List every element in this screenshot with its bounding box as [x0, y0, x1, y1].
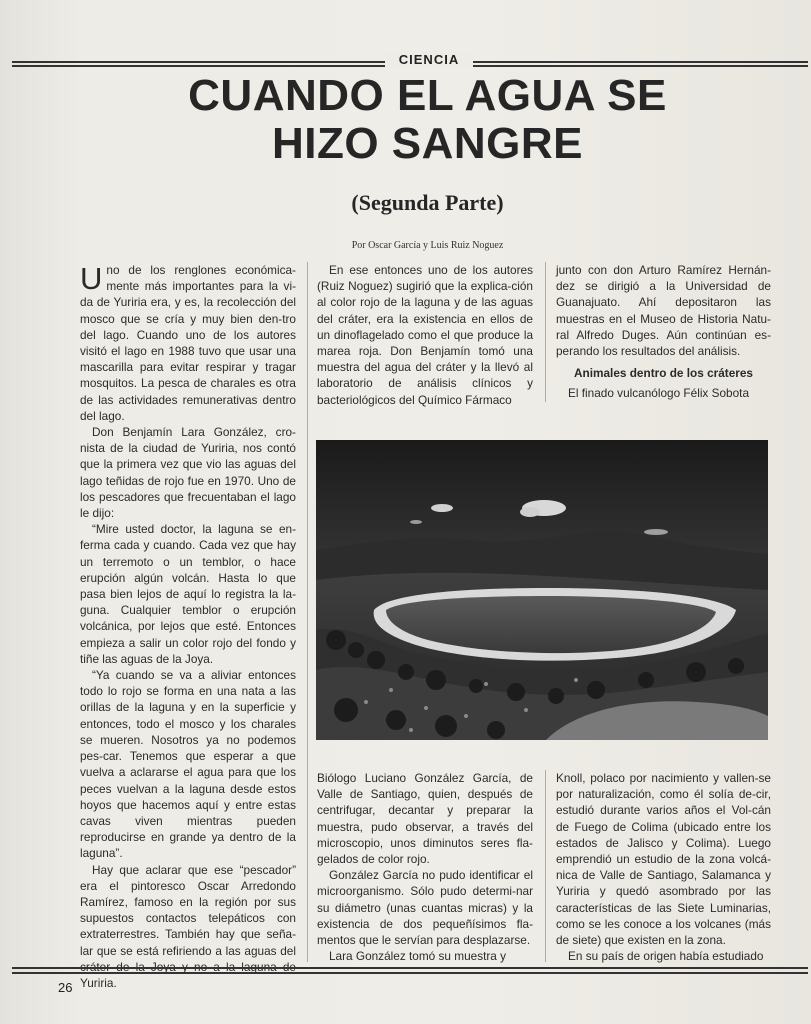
- section-subheading: Animales dentro de los cráteres: [574, 366, 753, 381]
- article-subtitle: (Segunda Parte): [351, 190, 504, 215]
- article-byline: Por Oscar García y Luis Ruiz Noguez: [351, 240, 504, 251]
- text-column-2-bottom: [317, 770, 533, 964]
- crater-lake-photo: [316, 440, 768, 740]
- text-column-2-top: [317, 262, 533, 408]
- column-divider: [307, 262, 308, 962]
- headline-line-1: CUANDO EL AGUA SE: [188, 71, 667, 120]
- drop-cap: U: [80, 261, 103, 296]
- paragraph: Don Benjamín Lara González, cro-nista de la ciudad de Yuriria, nos contó que la primera vez que vio las aguas del lago teñidas de rojo fue en 1970. Uno de los pescadores que frecuentaban el lago le dijo:: [80, 425, 296, 521]
- section-label: CIENCIA: [385, 52, 473, 68]
- paragraph: “Mire usted doctor, la laguna se en-ferma cada y cuando. Cada vez que hay un terremoto o un temblor, o hace erupción algún volcán. Hasta lo que pasa bien lejos de aquí lo registra la la-guna. Cualquier temblor o erupción volcánica, por lejos que esté. Entonces empieza a salir un color rojo del fondo y tiñe las aguas de la Joya.: [80, 522, 296, 666]
- text-column-3-bottom: [556, 770, 771, 964]
- paragraph: [80, 262, 296, 424]
- footer-rule-top: [12, 967, 808, 969]
- column-divider: [545, 262, 546, 402]
- paragraph: González García no pudo identificar el microorganismo. Sólo pudo determi-nar su diámetro (unas cuantas micras) y la existencia de dos pequeñísimos fla-mentos que le servían para desplazarse.: [317, 868, 533, 948]
- page-number: 26: [58, 980, 73, 995]
- paragraph: Biólogo Luciano González García, de Valle de Santiago, quien, después de centrifugar, decantar y preparar la muestra, pudo observar, a través del microscopio, unos diminutos seres fla-gelados de color rojo.: [317, 771, 533, 867]
- paragraph: “Ya cuando se va a aliviar entonces todo lo rojo se forma en una nata a las orillas de la laguna y en la superficie y entonces, todo el mosco y los charales se mueren. Nosotros ya no podemos pes-car. Tenemos que esperar a que vuelva a aclararse el agua para que los peces vuelvan a la laguna desde estos hoyos que hacemos aquí y entre estas cavas viven mientras pueden reproducirse en grande ya dentro de la laguna”.: [80, 668, 296, 861]
- paragraph: El finado vulcanólogo Félix Sobota: [568, 386, 750, 401]
- article-headline: [40, 72, 811, 168]
- paragraph: En ese entonces uno de los autores (Ruiz Noguez) sugirió que la explica-ción al color rojo de la laguna y de las aguas del cráter, era la existencia en ellos de un dinoflagelado como el que produce la marea roja. Don Benjamín tomó una muestra del agua del cráter y la llevó al laboratorio de análisis clínicos y bacteriológicos del Químico Fármaco: [317, 263, 533, 407]
- paragraph: Lara González tomó su muestra y: [329, 949, 507, 964]
- paragraph-text: no de los renglones económica-mente más importantes para la vi-da de Yuriria era, y es, la recolección del mosco que se cría y muy bien den-tro del lago. Cuando uno de los autores visitó el lago en 1988 tuvo que usar una mascarilla para evitar respirar y tragar mosquitos. La pesca de charales es otra de las actividades remunerativas dentro del lago.: [80, 263, 296, 423]
- paragraph: junto con don Arturo Ramírez Hernán-dez se dirigió a la Universidad de Guanajuato. Ahí depositaron las muestras en el Museo de Historia Natu-ral Alfredo Duges. Aún continúan es-perando los resultados del análisis.: [556, 263, 771, 359]
- paragraph: Hay que aclarar que ese “pescador” era el pintoresco Oscar Arredondo Ramírez, famoso en la región por sus supuestos contactos telepáticos con extraterrestres. También hay que seña-lar que se está refiriendo a las aguas del Yuriria.: [80, 862, 296, 990]
- headline-line-2: HIZO SANGRE: [271, 119, 584, 168]
- paragraph: En su país de origen había estudiado: [568, 949, 764, 964]
- text-column-3-top: [556, 262, 771, 402]
- column-divider: [545, 770, 546, 962]
- crater-lake-image: [316, 440, 768, 740]
- paragraph: Knoll, polaco por nacimiento y vallen-se por naturalización, como él solía de-cir, estudió durante varios años el Vol-cán de Fuego de Colima (ubicado entre los estados de Jalisco y Colima). Luego emprendió un estudio de la zona volcá-nica de Valle de Santiago, Salamanca y Yuriria y quedó asombrado por las características de las Siete Luminarias, como se les conoce a los volcanes (más de siete) que existen en la zona.: [556, 771, 771, 948]
- footer-rule-bottom: [12, 972, 808, 974]
- text-column-1: [80, 262, 296, 991]
